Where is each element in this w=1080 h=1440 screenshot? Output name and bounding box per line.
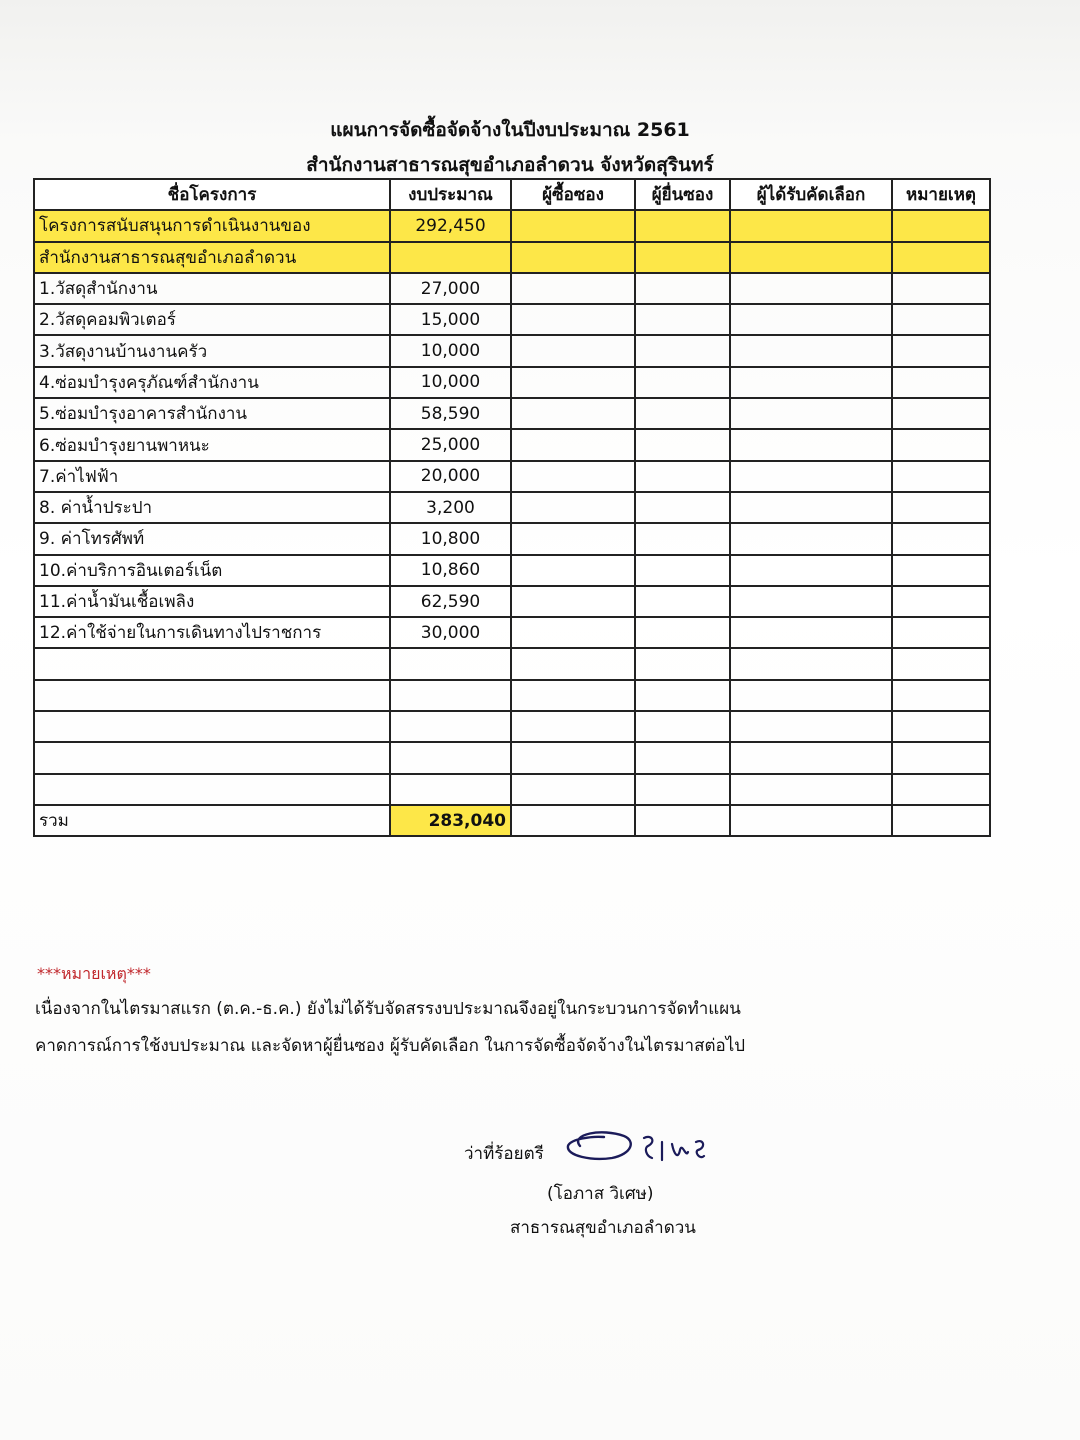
table-row [34, 617, 990, 648]
item-name: 7.ค่าไฟฟ้า [34, 461, 390, 492]
header-remarks: หมายเหตุ [892, 179, 990, 210]
empty-cell [511, 774, 635, 805]
empty-row [34, 680, 990, 711]
empty-cell [892, 398, 990, 429]
empty-cell [892, 742, 990, 773]
item-budget: 15,000 [390, 304, 511, 335]
empty-cell [730, 617, 892, 648]
project-row-continued [34, 242, 990, 273]
item-budget: 58,590 [390, 398, 511, 429]
header-bid-buyer: ผู้ซื้อซอง [511, 179, 635, 210]
project-name-line2: สำนักงานสาธารณสุขอำเภอลำดวน [34, 242, 390, 273]
empty-cell [730, 648, 892, 679]
table-row [34, 304, 990, 335]
empty-cell [730, 555, 892, 586]
item-name: 9. ค่าโทรศัพท์ [34, 523, 390, 554]
empty-cell [892, 711, 990, 742]
empty-cell [730, 680, 892, 711]
empty-cell [635, 711, 730, 742]
header-selected: ผู้ได้รับคัดเลือก [730, 179, 892, 210]
empty-cell [511, 398, 635, 429]
empty-cell [892, 805, 990, 836]
empty-row [34, 711, 990, 742]
empty-row [34, 742, 990, 773]
total-row [34, 805, 990, 836]
empty-row [34, 648, 990, 679]
empty-cell [635, 367, 730, 398]
empty-cell [511, 273, 635, 304]
item-name: 8. ค่าน้ำประปา [34, 492, 390, 523]
empty-cell [635, 555, 730, 586]
empty-cell [511, 648, 635, 679]
signer-name: (โอภาส วิเศษ) [547, 1184, 654, 1204]
note-text-line2: คาดการณ์การใช้งบประมาณ และจัดหาผู้ยื่นซอง ผู้รับคัดเลือก ในการจัดซื้อจัดจ้างในไตรมาสต่อไป [35, 1036, 746, 1056]
empty-cell [390, 774, 511, 805]
item-name: 5.ซ่อมบำรุงอาคารสำนักงาน [34, 398, 390, 429]
empty-cell [635, 523, 730, 554]
empty-cell [635, 398, 730, 429]
empty-cell [635, 304, 730, 335]
empty-cell [892, 586, 990, 617]
table-row [34, 335, 990, 366]
item-name: 3.วัสดุงานบ้านงานครัว [34, 335, 390, 366]
empty-cell [892, 617, 990, 648]
empty-cell [635, 492, 730, 523]
item-budget: 10,000 [390, 367, 511, 398]
empty-cell [511, 335, 635, 366]
empty-cell [730, 461, 892, 492]
document-subtitle: สำนักงานสาธารณสุขอำเภอลำดวน จังหวัดสุรินทร์ [306, 154, 714, 176]
item-name: 11.ค่าน้ำมันเชื้อเพลิง [34, 586, 390, 617]
empty-cell [511, 429, 635, 460]
empty-cell [511, 586, 635, 617]
empty-cell [511, 523, 635, 554]
table-row [34, 398, 990, 429]
empty-cell [730, 586, 892, 617]
empty-cell [635, 586, 730, 617]
empty-cell [635, 805, 730, 836]
empty-cell [730, 367, 892, 398]
empty-cell [511, 210, 635, 241]
empty-cell [635, 335, 730, 366]
table-row [34, 429, 990, 460]
empty-cell [511, 242, 635, 273]
item-name: 12.ค่าใช้จ่ายในการเดินทางไปราชการ [34, 617, 390, 648]
signer-position: สาธารณสุขอำเภอลำดวน [510, 1218, 696, 1238]
header-bid-submitter: ผู้ยื่นซอง [635, 179, 730, 210]
table-row [34, 492, 990, 523]
project-budget: 292,450 [390, 210, 511, 241]
empty-cell [390, 648, 511, 679]
procurement-plan-table [33, 178, 991, 837]
empty-cell [34, 648, 390, 679]
empty-cell [511, 304, 635, 335]
project-row [34, 210, 990, 241]
empty-cell [892, 648, 990, 679]
empty-cell [34, 711, 390, 742]
empty-cell [892, 429, 990, 460]
empty-cell [635, 648, 730, 679]
empty-cell [730, 429, 892, 460]
empty-cell [730, 273, 892, 304]
empty-cell [635, 774, 730, 805]
total-budget: 283,040 [390, 805, 511, 836]
empty-cell [730, 210, 892, 241]
empty-cell [892, 555, 990, 586]
empty-cell [892, 367, 990, 398]
empty-cell [511, 367, 635, 398]
empty-cell [892, 774, 990, 805]
empty-cell [511, 617, 635, 648]
empty-cell [892, 680, 990, 711]
empty-cell [635, 242, 730, 273]
table-row [34, 461, 990, 492]
empty-cell [511, 555, 635, 586]
empty-cell [892, 461, 990, 492]
item-name: 10.ค่าบริการอินเตอร์เน็ต [34, 555, 390, 586]
table-header-row [34, 179, 990, 210]
table-row [34, 555, 990, 586]
empty-cell [635, 210, 730, 241]
empty-cell [635, 273, 730, 304]
empty-cell [34, 680, 390, 711]
header-project-name: ชื่อโครงการ [34, 179, 390, 210]
item-budget: 27,000 [390, 273, 511, 304]
empty-cell [511, 461, 635, 492]
total-label: รวม [34, 805, 390, 836]
empty-cell [635, 617, 730, 648]
item-budget: 10,860 [390, 555, 511, 586]
empty-cell [730, 805, 892, 836]
empty-cell [390, 242, 511, 273]
item-budget: 10,000 [390, 335, 511, 366]
empty-cell [390, 711, 511, 742]
empty-cell [730, 523, 892, 554]
empty-cell [635, 461, 730, 492]
empty-row [34, 774, 990, 805]
item-name: 6.ซ่อมบำรุงยานพาหนะ [34, 429, 390, 460]
table-row [34, 367, 990, 398]
empty-cell [511, 680, 635, 711]
empty-cell [730, 304, 892, 335]
empty-cell [892, 242, 990, 273]
empty-cell [511, 742, 635, 773]
empty-cell [892, 273, 990, 304]
item-budget: 62,590 [390, 586, 511, 617]
empty-cell [34, 774, 390, 805]
table-row [34, 586, 990, 617]
table-row [34, 273, 990, 304]
empty-cell [730, 242, 892, 273]
empty-cell [511, 711, 635, 742]
item-budget: 20,000 [390, 461, 511, 492]
empty-cell [892, 304, 990, 335]
item-name: 1.วัสดุสำนักงาน [34, 273, 390, 304]
empty-cell [511, 805, 635, 836]
empty-cell [511, 492, 635, 523]
empty-cell [390, 742, 511, 773]
note-text-line1: เนื่องจากในไตรมาสแรก (ต.ค.-ธ.ค.) ยังไม่ได้รับจัดสรรงบประมาณจึงอยู่ในกระบวนการจัดทำแผน [35, 999, 741, 1019]
project-name-line1: โครงการสนับสนุนการดำเนินงานของ [34, 210, 390, 241]
empty-cell [730, 398, 892, 429]
empty-cell [892, 523, 990, 554]
table-row [34, 523, 990, 554]
empty-cell [730, 711, 892, 742]
item-name: 4.ซ่อมบำรุงครุภัณฑ์สำนักงาน [34, 367, 390, 398]
item-budget: 3,200 [390, 492, 511, 523]
note-heading: ***หมายเหตุ*** [37, 964, 151, 983]
signer-rank: ว่าที่ร้อยตรี [464, 1144, 544, 1164]
item-budget: 10,800 [390, 523, 511, 554]
item-budget: 25,000 [390, 429, 511, 460]
item-budget: 30,000 [390, 617, 511, 648]
header-budget: งบประมาณ [390, 179, 511, 210]
document-title: แผนการจัดซื้อจัดจ้างในปีงบประมาณ 2561 [330, 119, 690, 141]
empty-cell [635, 429, 730, 460]
empty-cell [635, 680, 730, 711]
empty-cell [892, 210, 990, 241]
empty-cell [390, 680, 511, 711]
empty-cell [635, 742, 730, 773]
empty-cell [892, 335, 990, 366]
empty-cell [730, 742, 892, 773]
handwritten-signature-icon [562, 1124, 712, 1170]
empty-cell [892, 492, 990, 523]
item-name: 2.วัสดุคอมพิวเตอร์ [34, 304, 390, 335]
empty-cell [730, 335, 892, 366]
empty-cell [34, 742, 390, 773]
empty-cell [730, 492, 892, 523]
empty-cell [730, 774, 892, 805]
